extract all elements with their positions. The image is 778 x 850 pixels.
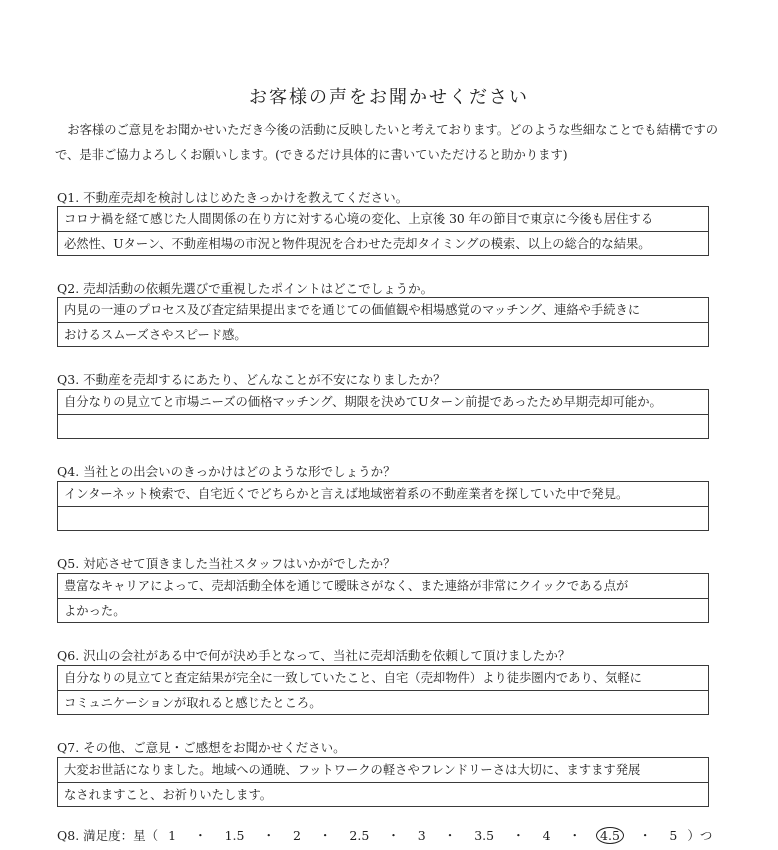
intro-text: お客様のご意見をお聞かせいただき今後の活動に反映したいと考えております。どのような些細なことでも結構ですので、是非ご協力よろしくお願いします。(できるだけ具体的に書いていただけると助かります) (55, 123, 719, 162)
rating-option-1: 1 (168, 828, 177, 843)
rating-option-3-5: 3.5 (474, 828, 495, 843)
answer-4-line-1: インターネット検索で、自宅近くでどちらかと言えば地域密着系の不動産業者を探していた中で発見。 (64, 487, 629, 501)
answer-7-line-1: 大変お世話になりました。地域への通暁、フットワークの軽さやフレンドリーさは大切に、ますます発展 (64, 763, 641, 777)
rating-separator: ・ (512, 828, 525, 843)
answer-box-7 (57, 757, 709, 807)
answer-6-line-1: 自分なりの見立てと査定結果が完全に一致していたこと、自宅（売却物件）より徒歩圏内であり、気軽に (64, 671, 642, 685)
answer-box-6 (57, 665, 709, 715)
rating-option-2-5: 2.5 (349, 828, 370, 843)
rating-separator: ・ (387, 828, 400, 843)
answer-box-1 (57, 206, 709, 256)
q8-suffix: ）つ (687, 828, 713, 843)
page-title: お客様の声をお聞かせください (249, 87, 529, 108)
question-5-label: Q5. 対応させて頂きました当社スタッフはいかがでしたか？ (57, 556, 396, 571)
answer-4-line-2 (58, 506, 708, 530)
answer-1-line-1: コロナ禍を経て感じた人間関係の在り方に対する心境の変化、上京後 30 年の節目で東京に今後も居住する (64, 212, 654, 226)
rating-option-4-5-selected: 4.5 (596, 827, 624, 844)
answer-box-2 (57, 297, 709, 347)
question-7-label: Q7. その他、ご意見・ご感想をお聞かせください。 (57, 740, 346, 755)
answer-box-3 (57, 389, 709, 439)
rating-option-5: 5 (669, 828, 678, 843)
q8-label: Q8. 満足度：星（ (57, 828, 159, 843)
answer-5-line-1: 豊富なキャリアによって、売却活動全体を通じて曖昧さがなく、また連絡が非常にクイックである点が (64, 579, 629, 593)
answer-3-line-1: 自分なりの見立てと市場ニーズの価格マッチング、期限を決めてUターン前提であったため早期売却可能か。 (64, 395, 662, 409)
answer-6-line-2: コミュニケーションが取れると感じたところ。 (58, 690, 708, 714)
answer-7-line-2: なされますこと、お祈りいたします。 (58, 782, 708, 806)
answer-2-line-1: 内見の一連のプロセス及び査定結果提出までを通じての価値観や相場感覚のマッチング、連絡や手続きに (64, 303, 641, 317)
question-1-label: Q1. 不動産売却を検討しはじめたきっかけを教えてください。 (57, 190, 409, 205)
answer-5-line-2: よかった。 (58, 598, 708, 622)
rating-option-1-5: 1.5 (224, 828, 245, 843)
answer-2-line-2: おけるスムーズさやスピード感。 (58, 322, 708, 346)
question-3-label: Q3. 不動産を売却するにあたり、どんなことが不安になりましたか？ (57, 372, 446, 387)
answer-1-line-2: 必然性、Uターン、不動産相場の市況と物件現況を合わせた売却タイミングの模索、以上の総合的な結果。 (58, 231, 708, 255)
rating-separator: ・ (568, 828, 582, 843)
rating-separator: ・ (638, 828, 652, 843)
answer-box-4 (57, 481, 709, 531)
question-4-label: Q4. 当社との出会いのきっかけはどのような形でしょうか？ (57, 464, 396, 479)
rating-separator: ・ (443, 828, 457, 843)
rating-option-2: 2 (292, 828, 301, 843)
answer-box-5 (57, 573, 709, 623)
question-6-label: Q6. 沢山の会社がある中で何が決め手となって、当社に売却活動を依頼して頂けましたか？ (57, 648, 571, 663)
rating-option-4: 4 (542, 828, 551, 843)
rating-separator: ・ (194, 828, 207, 843)
answer-3-line-2 (58, 414, 708, 438)
rating-separator: ・ (318, 828, 332, 843)
rating-separator: ・ (262, 828, 275, 843)
question-2-label: Q2. 売却活動の依頼先選びで重視したポイントはどこでしょうか。 (57, 281, 434, 296)
rating-option-3: 3 (417, 828, 426, 843)
satisfaction-rating (57, 826, 712, 844)
